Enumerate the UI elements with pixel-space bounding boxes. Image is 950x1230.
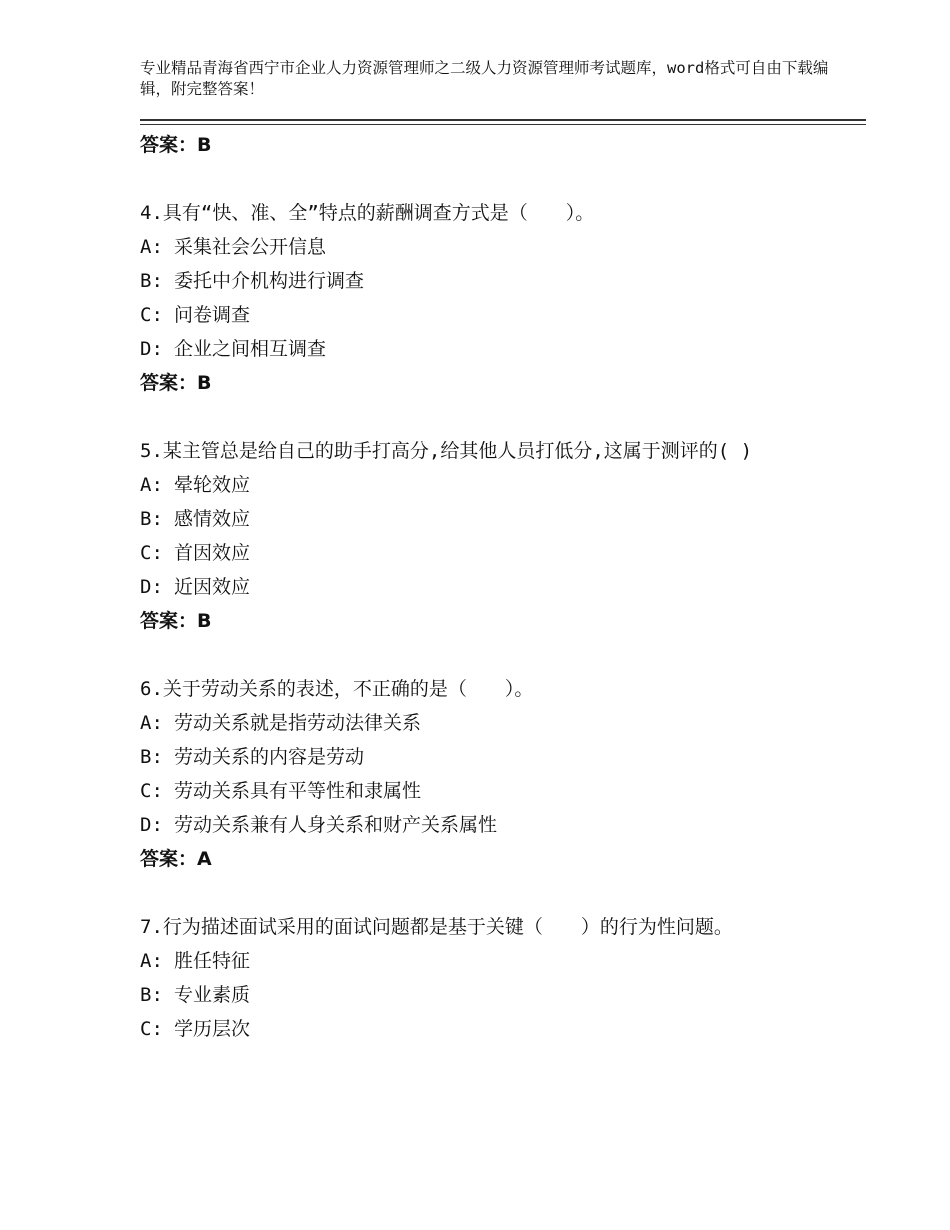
option-text: 学历层次 xyxy=(174,1018,251,1040)
option-letter: C: xyxy=(140,1018,163,1040)
question-7 xyxy=(140,910,830,1046)
option-b xyxy=(140,264,830,298)
option-c xyxy=(140,536,830,570)
option-letter: D: xyxy=(140,338,163,360)
option-c xyxy=(140,1012,830,1046)
option-a xyxy=(140,944,830,978)
option-a xyxy=(140,706,830,740)
option-text: 采集社会公开信息 xyxy=(174,236,327,258)
document-header: 专业精品青海省西宁市企业人力资源管理师之二级人力资源管理师考试题库，word格式可自由下载编辑，附完整答案！ xyxy=(140,59,829,98)
question-stem: 4.具有“快、准、全”特点的薪酬调查方式是（ ）。 xyxy=(140,202,595,224)
header-rule-thick xyxy=(140,119,866,121)
option-letter: C: xyxy=(140,304,163,326)
option-c xyxy=(140,298,830,332)
question-5 xyxy=(140,434,830,638)
option-letter: A: xyxy=(140,236,163,258)
option-text: 近因效应 xyxy=(174,576,251,598)
option-letter: B: xyxy=(140,984,163,1006)
option-b xyxy=(140,502,830,536)
option-letter: C: xyxy=(140,542,163,564)
option-text: 委托中介机构进行调查 xyxy=(174,270,365,292)
option-letter: D: xyxy=(140,814,163,836)
option-d xyxy=(140,570,830,604)
option-letter: C: xyxy=(140,780,163,802)
option-letter: D: xyxy=(140,576,163,598)
question-list xyxy=(140,128,830,1046)
option-text: 劳动关系兼有人身关系和财产关系属性 xyxy=(174,814,498,836)
option-text: 劳动关系的内容是劳动 xyxy=(174,746,365,768)
option-a xyxy=(140,468,830,502)
option-text: 企业之间相互调查 xyxy=(174,338,327,360)
option-text: 专业素质 xyxy=(174,984,251,1006)
question-stem: 7.行为描述面试采用的面试问题都是基于关键（ ）的行为性问题。 xyxy=(140,916,733,938)
option-letter: A: xyxy=(140,950,163,972)
option-text: 胜任特征 xyxy=(174,950,251,972)
question-6 xyxy=(140,672,830,876)
question-4 xyxy=(140,196,830,400)
option-letter: A: xyxy=(140,712,163,734)
option-text: 晕轮效应 xyxy=(174,474,251,496)
option-b xyxy=(140,978,830,1012)
option-c xyxy=(140,774,830,808)
question-stem: 5.某主管总是给自己的助手打高分,给其他人员打低分,这属于测评的( ) xyxy=(140,440,753,462)
answer-line: 答案：B xyxy=(140,372,212,394)
option-text: 劳动关系具有平等性和隶属性 xyxy=(174,780,422,802)
option-text: 首因效应 xyxy=(174,542,251,564)
option-a xyxy=(140,230,830,264)
question-stem: 6.关于劳动关系的表述，不正确的是（ ）。 xyxy=(140,678,534,700)
option-d xyxy=(140,808,830,842)
option-letter: B: xyxy=(140,270,163,292)
answer-line: 答案：B xyxy=(140,610,212,632)
option-letter: B: xyxy=(140,746,163,768)
answer-line: 答案：B xyxy=(140,134,212,156)
option-letter: A: xyxy=(140,474,163,496)
answer-line: 答案：A xyxy=(140,848,212,870)
option-text: 问卷调查 xyxy=(174,304,251,326)
option-text: 感情效应 xyxy=(174,508,251,530)
option-d xyxy=(140,332,830,366)
header-rule-thin xyxy=(140,124,866,125)
option-letter: B: xyxy=(140,508,163,530)
option-b xyxy=(140,740,830,774)
option-text: 劳动关系就是指劳动法律关系 xyxy=(174,712,422,734)
